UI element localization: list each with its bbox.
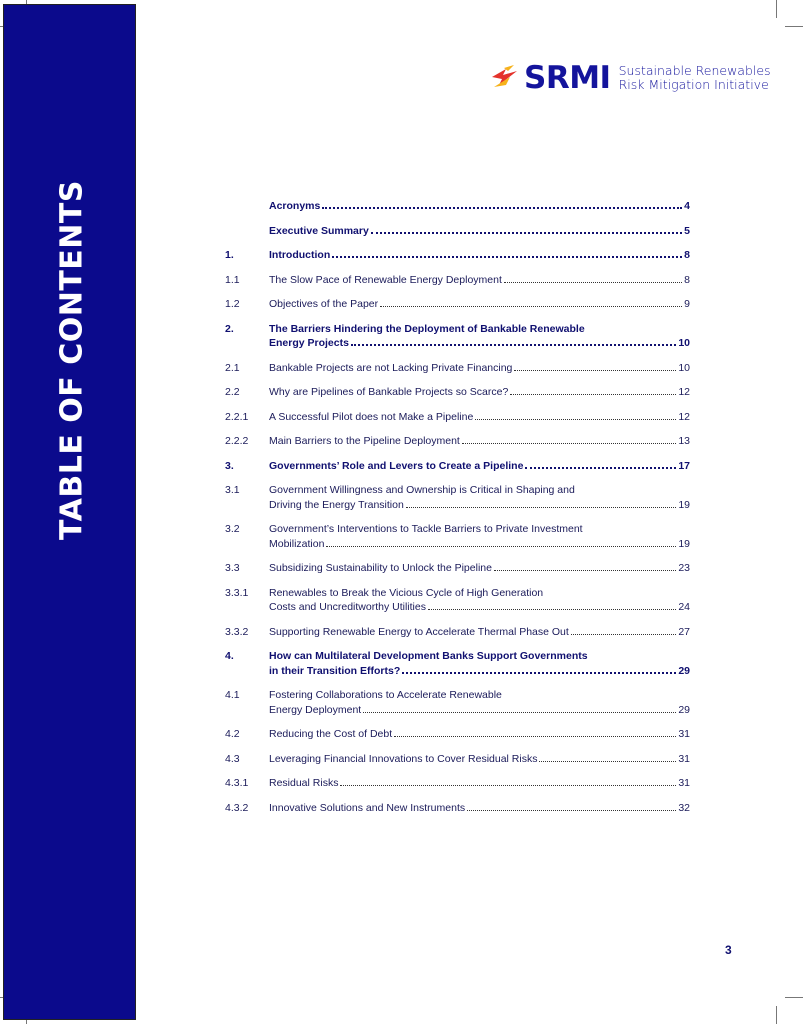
- toc-leader-dots: [332, 255, 682, 258]
- toc-entry-number: 2.2.2: [225, 435, 249, 447]
- toc-entry-line: [269, 522, 690, 537]
- toc-entry-title: Driving the Energy Transition: [269, 498, 404, 511]
- toc-entry-number: 3.3: [225, 562, 240, 574]
- toc-entry-line: [269, 385, 690, 400]
- crop-mark: [785, 26, 803, 27]
- toc-entry-line: [269, 297, 690, 312]
- logo-tagline: [619, 64, 771, 92]
- toc-entry-page: 24: [678, 601, 690, 613]
- toc-entry-body: [269, 273, 690, 288]
- toc-entry-page: 17: [678, 459, 690, 472]
- toc-entry-title: Governments’ Role and Levers to Create a Pipeline: [269, 459, 524, 472]
- toc-entry-body: [269, 322, 690, 351]
- toc-entry-title: The Barriers Hindering the Deployment of Bankable Renewable: [269, 322, 585, 335]
- toc-entry-page: 31: [678, 752, 690, 765]
- toc-entry-number: 4.3.1: [225, 777, 249, 789]
- toc-entry-page: 31: [678, 777, 690, 789]
- toc-entry-title: Costs and Uncreditworthy Utilities: [269, 601, 426, 613]
- toc-entry-body: [269, 385, 690, 400]
- toc-entry[interactable]: [225, 248, 690, 263]
- toc-entry-line: [269, 459, 690, 474]
- toc-leader-dots: [371, 231, 682, 234]
- toc-entry-body: [269, 625, 690, 640]
- crop-mark: [776, 0, 777, 18]
- toc-leader-dots: [340, 784, 676, 786]
- toc-entry[interactable]: [225, 322, 690, 351]
- toc-entry[interactable]: [225, 224, 690, 239]
- toc-entry-title: Leveraging Financial Innovations to Cover Residual Risks: [269, 752, 538, 765]
- toc-entry-page: 19: [678, 498, 690, 511]
- toc-entry-title: Bankable Projects are not Lacking Private Financing: [269, 361, 513, 374]
- toc-entry[interactable]: [225, 297, 690, 312]
- toc-entry-title: Fostering Collaborations to Accelerate Renewable: [269, 689, 502, 701]
- toc-entry-number: 2.2.1: [225, 410, 249, 423]
- toc-leader-dots: [510, 393, 676, 395]
- toc-entry-number: 4.: [225, 650, 234, 662]
- toc-entry-line: [269, 561, 690, 576]
- toc-entry-body: [269, 248, 690, 263]
- toc-entry[interactable]: [225, 410, 690, 425]
- toc-entry-body: [269, 224, 690, 239]
- toc-entry-line: [269, 600, 690, 615]
- toc-entry-title: Why are Pipelines of Bankable Projects so Scarce?: [269, 386, 509, 398]
- toc-entry-title: Objectives of the Paper: [269, 298, 379, 310]
- logo-wordmark: SRMI: [524, 60, 611, 96]
- toc-entry[interactable]: [225, 385, 690, 400]
- toc-entry-number: [225, 199, 269, 214]
- toc-entry-body: [269, 483, 690, 512]
- toc-leader-dots: [406, 506, 676, 508]
- toc-entry-page: 12: [678, 386, 690, 398]
- toc-leader-dots: [380, 305, 682, 307]
- toc-entry-line: [269, 224, 690, 239]
- toc-entry-page: 29: [678, 664, 690, 677]
- toc-entry-body: [269, 752, 690, 767]
- toc-entry-line: [269, 434, 690, 449]
- toc-entry[interactable]: [225, 688, 690, 717]
- sidebar-panel: [3, 4, 136, 1020]
- toc-entry-line: [269, 727, 690, 742]
- toc-leader-dots: [467, 809, 676, 811]
- toc-entry[interactable]: [225, 199, 690, 214]
- toc-entry-page: 12: [678, 410, 690, 423]
- toc-entry[interactable]: [225, 483, 690, 512]
- toc-entry-title: A Successful Pilot does not Make a Pipeline: [269, 410, 474, 423]
- toc-entry-number: 4.3: [225, 752, 240, 765]
- toc-leader-dots: [351, 343, 676, 346]
- toc-entry-line: [269, 752, 690, 767]
- toc-entry-number: 2.1: [225, 361, 240, 374]
- srmi-logo-icon: [490, 63, 520, 93]
- toc-leader-dots: [514, 369, 676, 371]
- toc-entry-number: 3.3.1: [225, 586, 249, 599]
- toc-entry-title: Energy Deployment: [269, 703, 362, 716]
- toc-leader-dots: [504, 281, 682, 283]
- toc-entry-line: [269, 537, 690, 552]
- toc-entry[interactable]: [225, 649, 690, 678]
- crop-mark: [785, 997, 803, 998]
- toc-entry[interactable]: [225, 727, 690, 742]
- toc-entry-number: 3.: [225, 459, 234, 472]
- toc-entry-page: 10: [678, 361, 690, 374]
- toc-entry-body: [269, 410, 690, 425]
- toc-entry-number: 1.1: [225, 273, 240, 286]
- toc-entry-page: 8: [684, 249, 690, 261]
- toc-entry-line: [269, 688, 690, 703]
- toc-entry-body: [269, 297, 690, 312]
- crop-mark: [776, 1006, 777, 1024]
- toc-entry-page: 8: [684, 273, 690, 286]
- sidebar-title: TABLE OF CONTENTS: [54, 180, 90, 540]
- toc-entry-number: 3.1: [225, 484, 240, 496]
- toc-entry[interactable]: [225, 752, 690, 767]
- toc-entry[interactable]: [225, 561, 690, 576]
- toc-entry-title: How can Multilateral Development Banks Support Governments: [269, 650, 588, 662]
- toc-entry[interactable]: [225, 459, 690, 474]
- toc-entry-line: [269, 483, 690, 498]
- toc-entry-page: 5: [684, 224, 690, 237]
- toc-entry-line: [269, 498, 690, 513]
- toc-entry-number: 4.2: [225, 728, 240, 740]
- toc-entry-title: Supporting Renewable Energy to Accelerate Thermal Phase Out: [269, 625, 569, 638]
- toc-leader-dots: [326, 545, 676, 547]
- toc-entry-number: 3.2: [225, 523, 240, 535]
- toc-entry-body: [269, 561, 690, 576]
- toc-entry-title: Subsidizing Sustainability to Unlock the Pipeline: [269, 562, 492, 574]
- toc-leader-dots: [322, 206, 682, 209]
- toc-entry-page: 13: [678, 435, 690, 447]
- toc-entry-line: [269, 248, 690, 263]
- toc-entry-line: [269, 586, 690, 601]
- toc-entry-body: [269, 199, 690, 214]
- toc-entry-line: [269, 801, 690, 816]
- toc-entry-title: Main Barriers to the Pipeline Deployment: [269, 435, 460, 447]
- toc-leader-dots: [539, 760, 676, 762]
- table-of-contents: [225, 199, 690, 825]
- toc-entry[interactable]: [225, 361, 690, 376]
- toc-entry-page: 31: [678, 728, 690, 740]
- toc-entry-title: Government Willingness and Ownership is Critical in Shaping and: [269, 484, 575, 496]
- toc-entry-line: [269, 336, 690, 351]
- toc-entry-title: Government’s Interventions to Tackle Barriers to Private Investment: [269, 523, 583, 535]
- toc-entry-body: [269, 361, 690, 376]
- toc-entry-title: Innovative Solutions and New Instruments: [269, 801, 466, 814]
- toc-leader-dots: [475, 418, 676, 420]
- toc-entry-page: 27: [678, 625, 690, 638]
- toc-entry-number: 2.: [225, 322, 234, 335]
- logo-tagline-line2: Risk Mitigation Initiative: [618, 77, 769, 92]
- toc-entry-page: 9: [684, 298, 690, 310]
- toc-entry-title: in their Transition Efforts?: [269, 664, 401, 677]
- toc-entry-line: [269, 322, 690, 337]
- toc-entry-body: [269, 727, 690, 742]
- toc-entry[interactable]: [225, 522, 690, 551]
- toc-entry-title: Introduction: [269, 249, 331, 261]
- toc-entry-body: [269, 459, 690, 474]
- toc-entry-title: Reducing the Cost of Debt: [269, 728, 393, 740]
- toc-leader-dots: [363, 711, 676, 713]
- toc-entry-line: [269, 664, 690, 679]
- toc-entry-title: Residual Risks: [269, 777, 339, 789]
- toc-entry[interactable]: [225, 776, 690, 791]
- toc-entry-body: [269, 522, 690, 551]
- toc-entry-number: 2.2: [225, 386, 240, 398]
- toc-entry-title: Executive Summary: [269, 224, 369, 237]
- toc-leader-dots: [402, 671, 676, 674]
- toc-entry-number: 1.: [225, 249, 234, 261]
- toc-entry-number: [225, 224, 269, 239]
- toc-leader-dots: [494, 569, 676, 571]
- toc-entry[interactable]: [225, 625, 690, 640]
- toc-entry[interactable]: [225, 801, 690, 816]
- toc-entry-body: [269, 688, 690, 717]
- toc-entry-number: 4.3.2: [225, 801, 249, 814]
- toc-entry-line: [269, 273, 690, 288]
- toc-entry-page: 23: [678, 562, 690, 574]
- toc-entry-page: 10: [678, 337, 690, 349]
- toc-entry-title: Acronyms: [269, 200, 321, 212]
- toc-entry-title: Energy Projects: [269, 337, 349, 349]
- toc-entry[interactable]: [225, 586, 690, 615]
- toc-entry[interactable]: [225, 434, 690, 449]
- toc-entry-body: [269, 801, 690, 816]
- logo-tagline-line1: Sustainable Renewables: [618, 63, 771, 78]
- toc-leader-dots: [428, 608, 676, 610]
- toc-leader-dots: [525, 466, 676, 469]
- srmi-logo: [490, 60, 771, 96]
- toc-entry-body: [269, 434, 690, 449]
- toc-entry-page: 19: [678, 537, 690, 550]
- toc-entry-page: 4: [684, 200, 690, 212]
- toc-entry-title: Renewables to Break the Vicious Cycle of High Generation: [269, 586, 544, 599]
- toc-entry-line: [269, 361, 690, 376]
- toc-leader-dots: [394, 735, 676, 737]
- toc-entry-line: [269, 410, 690, 425]
- toc-entry-line: [269, 649, 690, 664]
- toc-entry-page: 29: [678, 703, 690, 716]
- toc-entry[interactable]: [225, 273, 690, 288]
- toc-entry-body: [269, 649, 690, 678]
- toc-entry-title: The Slow Pace of Renewable Energy Deployment: [269, 273, 502, 286]
- toc-entry-line: [269, 199, 690, 214]
- toc-entry-title: Mobilization: [269, 537, 325, 550]
- toc-entry-number: 3.3.2: [225, 625, 249, 638]
- toc-entry-line: [269, 625, 690, 640]
- toc-entry-body: [269, 776, 690, 791]
- toc-entry-line: [269, 776, 690, 791]
- toc-entry-number: 1.2: [225, 298, 240, 310]
- toc-entry-body: [269, 586, 690, 615]
- toc-leader-dots: [571, 633, 676, 635]
- page-number: 3: [725, 943, 732, 957]
- toc-leader-dots: [462, 442, 676, 444]
- toc-entry-number: 4.1: [225, 689, 240, 701]
- toc-entry-page: 32: [678, 801, 690, 814]
- toc-entry-line: [269, 703, 690, 718]
